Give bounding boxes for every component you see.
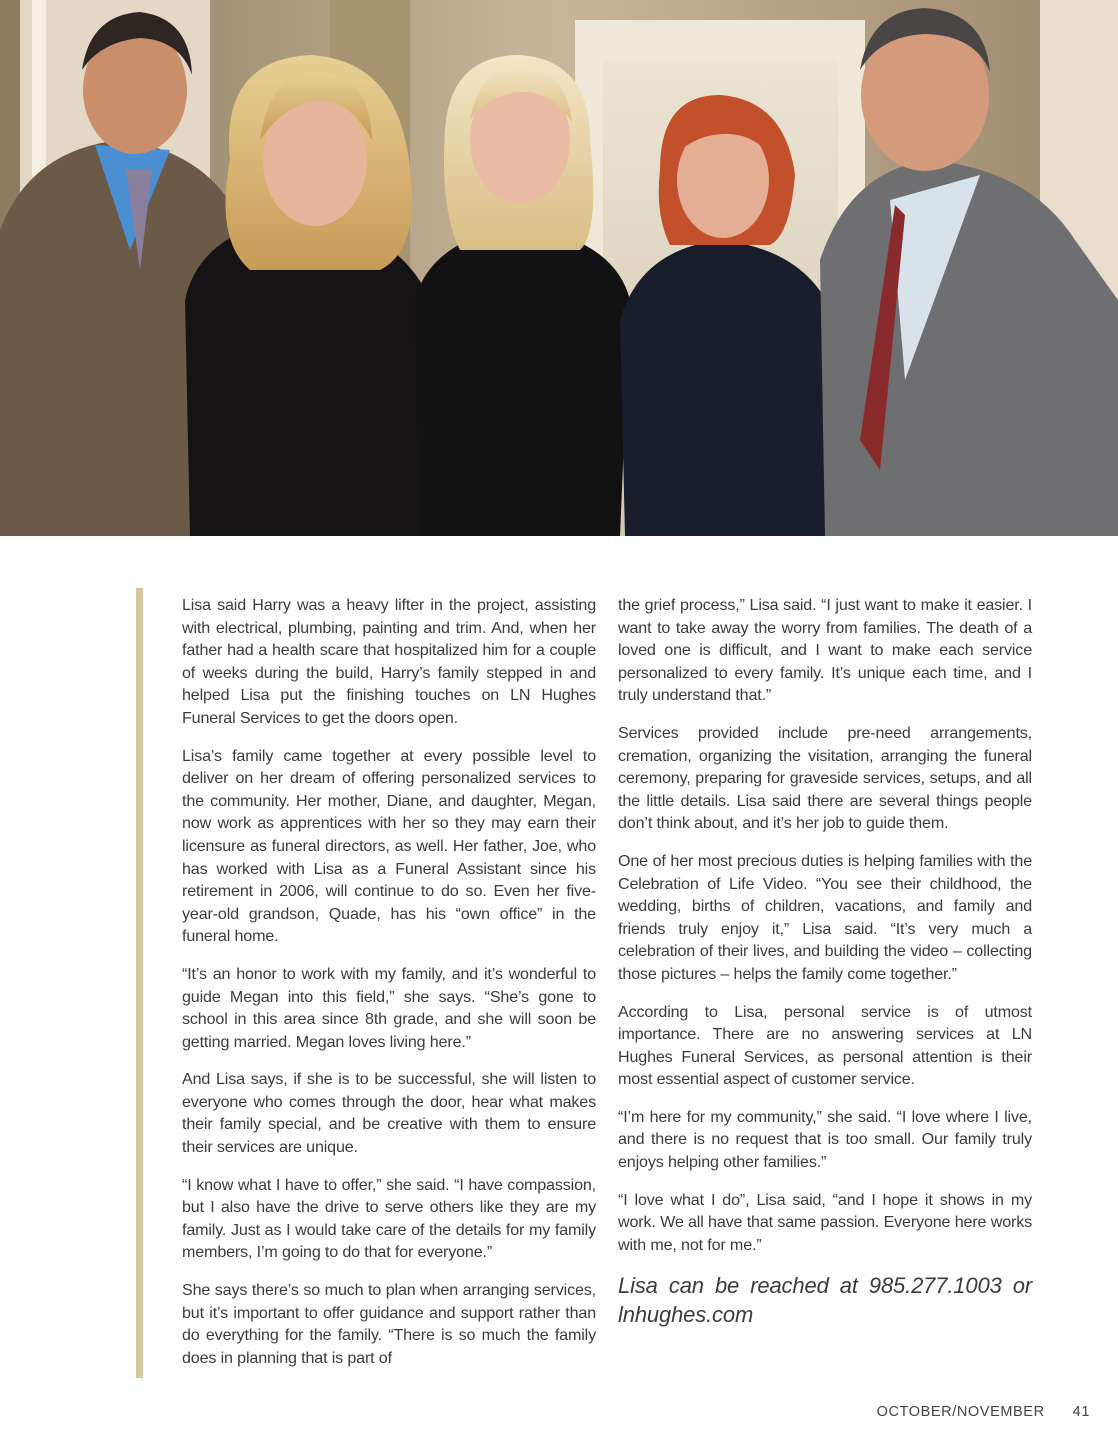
article-column-left	[182, 594, 596, 1384]
paragraph: “I know what I have to offer,” she said. “I have compassion, but I also have the drive to serve others like they are my family. Just as I would take care of the details for my family members, I’m going to do that for everyone.”	[182, 1175, 596, 1262]
paragraph: She says there’s so much to plan when arranging services, but it’s important to offer guidance and support rather than do everything for the family. “There is so much the family does in planning that is part of	[182, 1281, 596, 1367]
page-number: 41	[1072, 1404, 1090, 1420]
page-footer	[840, 1404, 1090, 1420]
paragraph: And Lisa says, if she is to be successful, she will listen to everyone who comes through the door, hear what makes their family special, and be creative with them to ensure their services are unique.	[182, 1070, 596, 1157]
paragraph: Lisa’s family came together at every possible level to deliver on her dream of offering personalized services to the community. Her mother, Diane, and daughter, Megan, now work as apprentices with her so they may earn their licensure as funeral directors, as well. Her father, Joe, who has worked with Lisa as a Funeral Assistant since his retirement in 2006, will continue to do so. Even her five-year-old grandson, Quade, has his “own office” in the funeral home.	[182, 746, 596, 946]
paragraph: According to Lisa, personal service is of utmost importance. There are no answering services at LN Hughes Funeral Services, as personal attention is their most essential aspect of customer service.	[618, 1002, 1032, 1089]
paragraph: “I love what I do”, Lisa said, “and I hope it shows in my work. We all have that same passion. Everyone here works with me, not for me.”	[618, 1190, 1032, 1254]
paragraph: One of her most precious duties is helping families with the Celebration of Life Video. “You see their childhood, the wedding, births of children, vacations, and family and friends truly enjoy it,” Lisa said. “It’s very much a celebration of their lives, and building the video – collecting those pictures – helps the family come together.”	[618, 851, 1032, 983]
paragraph: “It’s an honor to work with my family, and it’s wonderful to guide Megan into this field,” she says. “She’s gone to school in this area since 8th grade, and she will soon be getting married. Megan loves living here.”	[182, 964, 596, 1051]
contact-line: Lisa can be reached at 985.277.1003 or lnhughes.com	[618, 1273, 1032, 1328]
group-photo-illustration	[0, 0, 1118, 536]
group-photo	[0, 0, 1118, 536]
paragraph: the grief process,” Lisa said. “I just want to make it easier. I want to take away the worry from families. The death of a loved one is difficult, and I want to make each service personalized to every family. It’s unique each time, and I truly understand that.”	[618, 596, 1032, 705]
article-column-right	[618, 594, 1032, 1344]
issue-label: OCTOBER/NOVEMBER	[876, 1404, 1045, 1420]
accent-bar	[136, 588, 143, 1378]
paragraph: “I’m here for my community,” she said. “I love where I live, and there is no request that is too small. Our family truly enjoys helping other families.”	[618, 1107, 1032, 1172]
paragraph: Lisa said Harry was a heavy lifter in the project, assisting with electrical, plumbing, painting and trim. And, when her father had a health scare that hospitalized him for a couple of weeks during the build, Harry’s family stepped in and helped Lisa put the finishing touches on LN Hughes Funeral Services to get the doors open.	[182, 596, 596, 727]
paragraph: Services provided include pre-need arrangements, cremation, organizing the visitation, arranging the funeral ceremony, preparing for graveside services, setups, and all the little details. Lisa said there are several things people don’t think about, and it’s her job to guide them.	[618, 723, 1032, 833]
